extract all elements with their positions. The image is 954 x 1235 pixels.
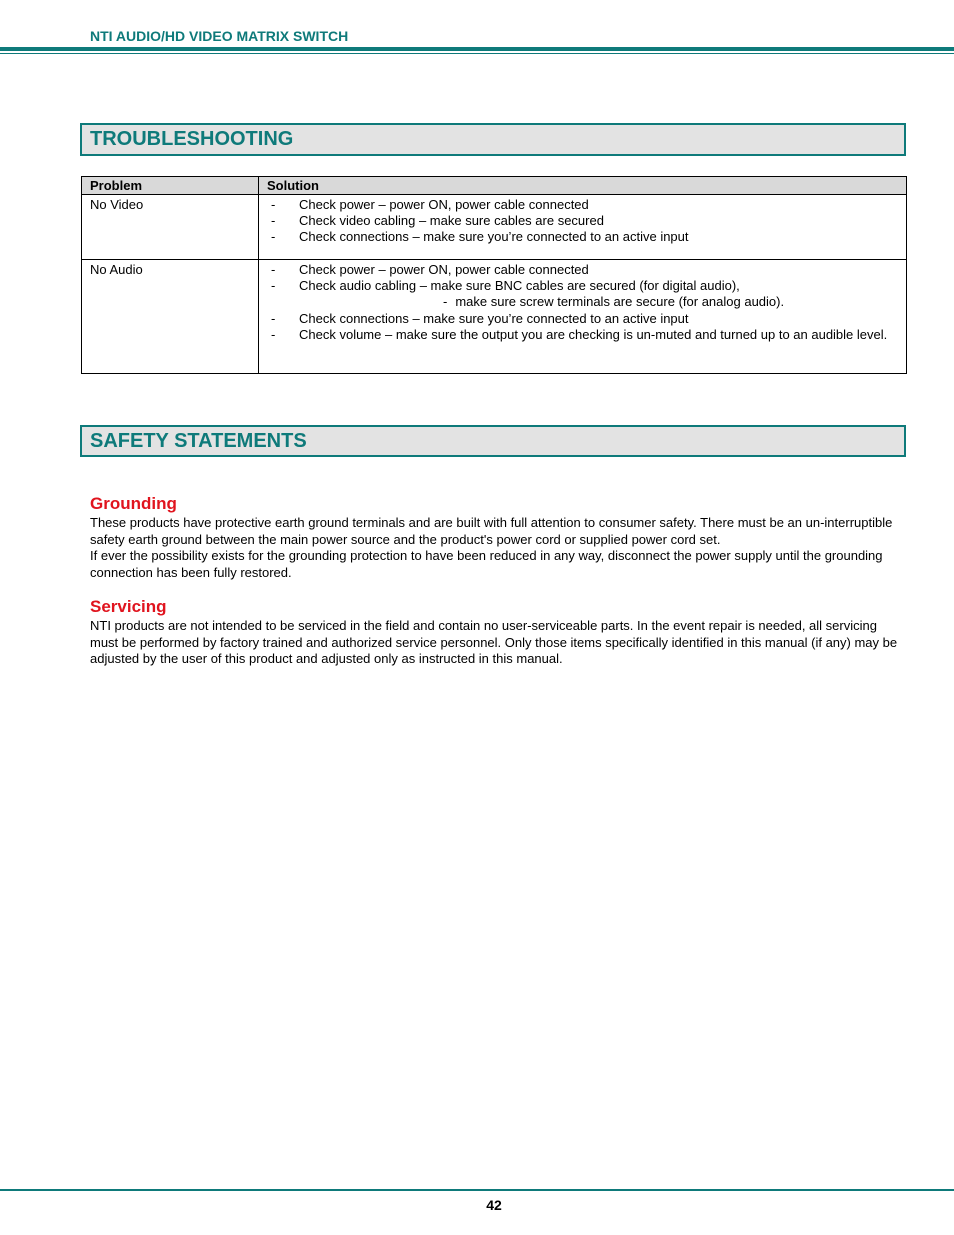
solution-text: Check power – power ON, power cable connected <box>299 262 589 277</box>
solution-text: Check connections – make sure you’re connected to an active input <box>299 310 689 326</box>
solution-text: Check connections – make sure you’re connected to an active input <box>299 229 689 245</box>
solution-list <box>267 262 898 343</box>
table-header-row <box>82 177 907 195</box>
solution-text: Check video cabling – make sure cables are secured <box>299 213 604 229</box>
bullet-dash: - <box>271 197 276 212</box>
solution-cell <box>259 260 907 374</box>
grounding-text <box>90 515 902 581</box>
list-item <box>267 262 898 278</box>
solution-cell <box>259 195 907 260</box>
bullet-dash: - <box>271 213 276 229</box>
bullet-dash: - <box>271 310 276 326</box>
bullet-dash: - <box>443 294 448 310</box>
column-header-problem: Problem <box>82 177 259 195</box>
document-title: NTI AUDIO/HD VIDEO MATRIX SWITCH <box>90 28 349 44</box>
safety-statements-heading: SAFETY STATEMENTS <box>80 425 906 457</box>
solution-text: make sure screw terminals are secure (for analog audio). <box>455 294 785 310</box>
solution-text: Check power – power ON, power cable connected <box>299 197 589 212</box>
problem-cell: No Video <box>82 195 259 260</box>
paragraph: If ever the possibility exists for the grounding protection to have been reduced in any way, disconnect the power supply until the grounding connection has been fully restored. <box>90 548 883 580</box>
paragraph: These products have protective earth ground terminals and are built with full attention to consumer safety. There must be an un-interruptible safety earth ground between the main power source and the product's power cord or supplied power cord set. <box>90 515 893 547</box>
header-rule-thick <box>0 47 954 51</box>
bullet-dash: - <box>271 262 276 277</box>
footer-rule <box>0 1189 954 1191</box>
servicing-text <box>90 618 902 668</box>
problem-cell: No Audio <box>82 260 259 374</box>
bullet-dash: - <box>271 326 276 342</box>
troubleshooting-heading: TROUBLESHOOTING <box>80 123 906 156</box>
list-item <box>267 213 898 229</box>
list-item <box>267 327 898 343</box>
list-item <box>267 197 898 213</box>
list-item <box>267 229 898 245</box>
header-rule-thin <box>0 53 954 54</box>
solution-text: Check audio cabling – make sure BNC cables are secured (for digital audio), <box>299 278 740 294</box>
troubleshooting-table <box>81 176 907 374</box>
table-row <box>82 260 907 374</box>
list-item <box>267 294 898 310</box>
page-number: 42 <box>486 1197 502 1213</box>
bullet-dash: - <box>271 229 276 245</box>
paragraph: NTI products are not intended to be serviced in the field and contain no user-serviceable parts. In the event repair is needed, all servicing must be performed by factory trained and authorized service personnel. Only those items specifically identified in this manual (if any) may be adjusted by the user of this product and adjusted only as instructed in this manual. <box>90 618 898 666</box>
solution-list <box>267 197 898 246</box>
list-item <box>267 278 898 294</box>
bullet-dash: - <box>271 278 276 294</box>
table-row <box>82 195 907 260</box>
solution-text: Check volume – make sure the output you are checking is un-muted and turned up to an audible level. <box>299 326 888 342</box>
list-item <box>267 311 898 327</box>
servicing-heading: Servicing <box>90 597 167 616</box>
column-header-solution: Solution <box>259 177 907 195</box>
grounding-heading: Grounding <box>90 494 177 513</box>
